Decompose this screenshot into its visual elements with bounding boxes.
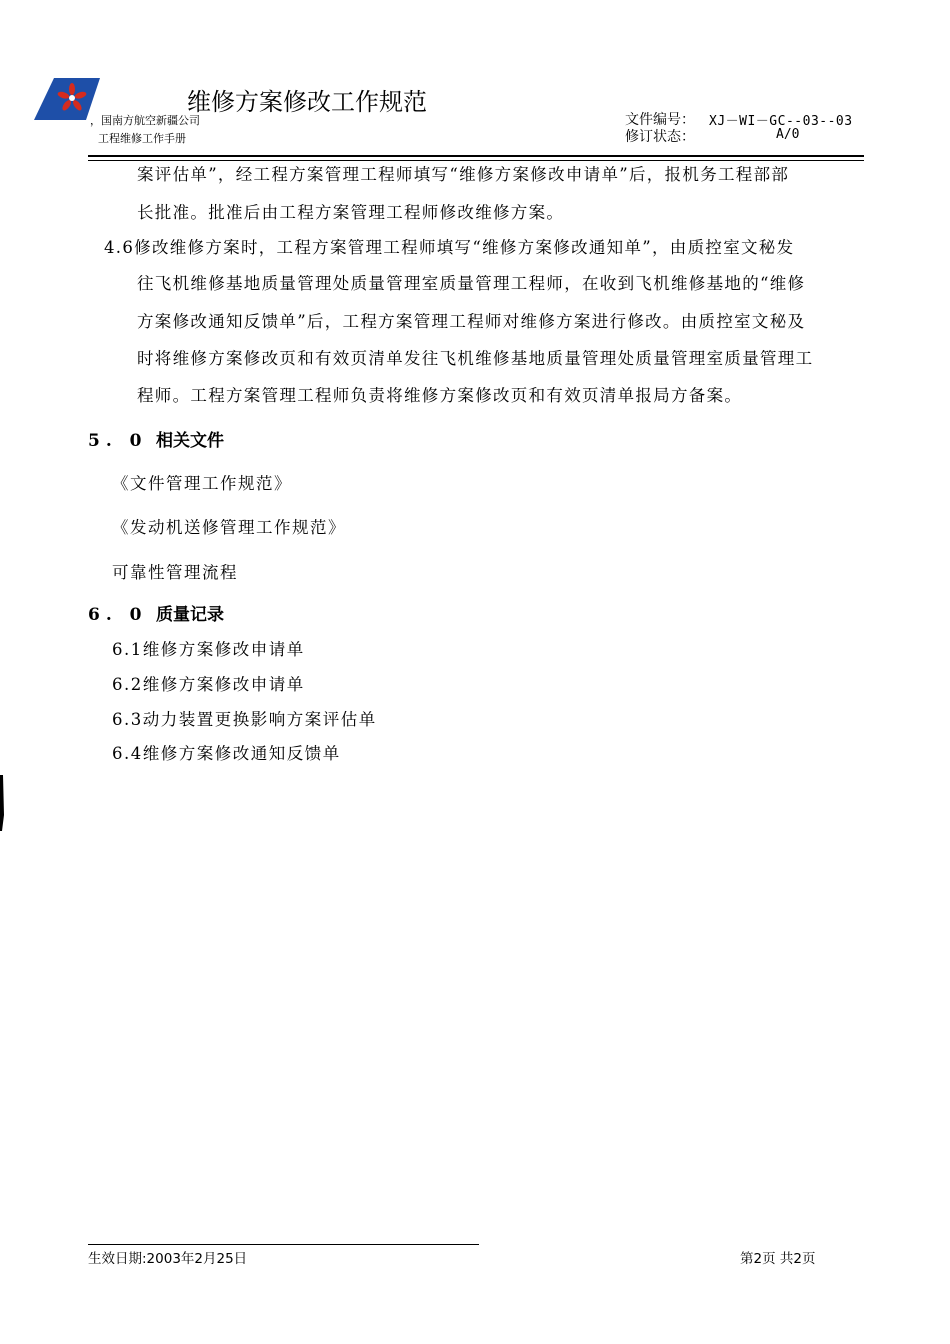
revision-value: A/0 <box>776 127 800 142</box>
doc-number-value: XJ－WI－GC--03--03 <box>709 114 853 129</box>
item-4-6-line-4: 时将维修方案修改页和有效页清单发往飞机维修基地质量管理处质量管理室质量管理工 <box>137 349 814 368</box>
quality-record-2: 6.2维修方案修改申请单 <box>112 675 305 694</box>
section-6-number: 6. 0 <box>88 605 148 625</box>
section-5-heading <box>88 426 224 451</box>
reference-item-1: 《文件管理工作规范》 <box>112 474 292 493</box>
doc-number-label: 文件编号： <box>625 112 695 128</box>
reference-item-3: 可靠性管理流程 <box>112 563 238 582</box>
page-info: 第2页 共2页 <box>740 1251 816 1267</box>
quality-record-3: 6.3动力装置更换影响方案评估单 <box>112 710 377 729</box>
item-4-6-line-1: 4.6修改维修方案时，工程方案管理工程师填写“维修方案修改通知单”，由质控室文秘发 <box>104 238 795 257</box>
item-4-6-line-5: 程师。工程方案管理工程师负责将维修方案修改页和有效页清单报局方备案。 <box>137 386 743 405</box>
footer-rule <box>88 1244 479 1245</box>
section-5-title: 相关文件 <box>156 431 224 451</box>
continuation-line-1: 案评估单”，经工程方案管理工程师填写“维修方案修改申请单”后，报机务工程部部 <box>137 165 790 184</box>
quality-record-4: 6.4维修方案修改通知反馈单 <box>112 744 341 763</box>
revision-label: 修订状态： <box>625 129 695 145</box>
company-name: ，国南方航空新疆公司 <box>90 114 200 127</box>
reference-item-2: 《发动机送修管理工作规范》 <box>112 518 346 537</box>
document-title: 维修方案修改工作规范 <box>187 88 427 116</box>
scan-edge-mark <box>0 775 4 831</box>
section-5-number: 5. 0 <box>88 431 148 451</box>
item-4-6-line-2: 往飞机维修基地质量管理处质量管理室质量管理工程师，在收到飞机维修基地的“维修 <box>137 274 806 293</box>
item-4-6-line-3: 方案修改通知反馈单”后，工程方案管理工程师对维修方案进行修改。由质控室文秘及 <box>137 312 806 331</box>
header-rule-top <box>88 155 864 157</box>
section-6-heading <box>88 600 224 625</box>
section-6-title: 质量记录 <box>156 605 224 625</box>
continuation-line-2: 长批准。批准后由工程方案管理工程师修改维修方案。 <box>137 203 565 222</box>
manual-name: 工程维修工作手册 <box>98 132 186 145</box>
quality-record-1: 6.1维修方案修改申请单 <box>112 640 305 659</box>
effective-date: 生效日期:2003年2月25日 <box>88 1251 248 1267</box>
